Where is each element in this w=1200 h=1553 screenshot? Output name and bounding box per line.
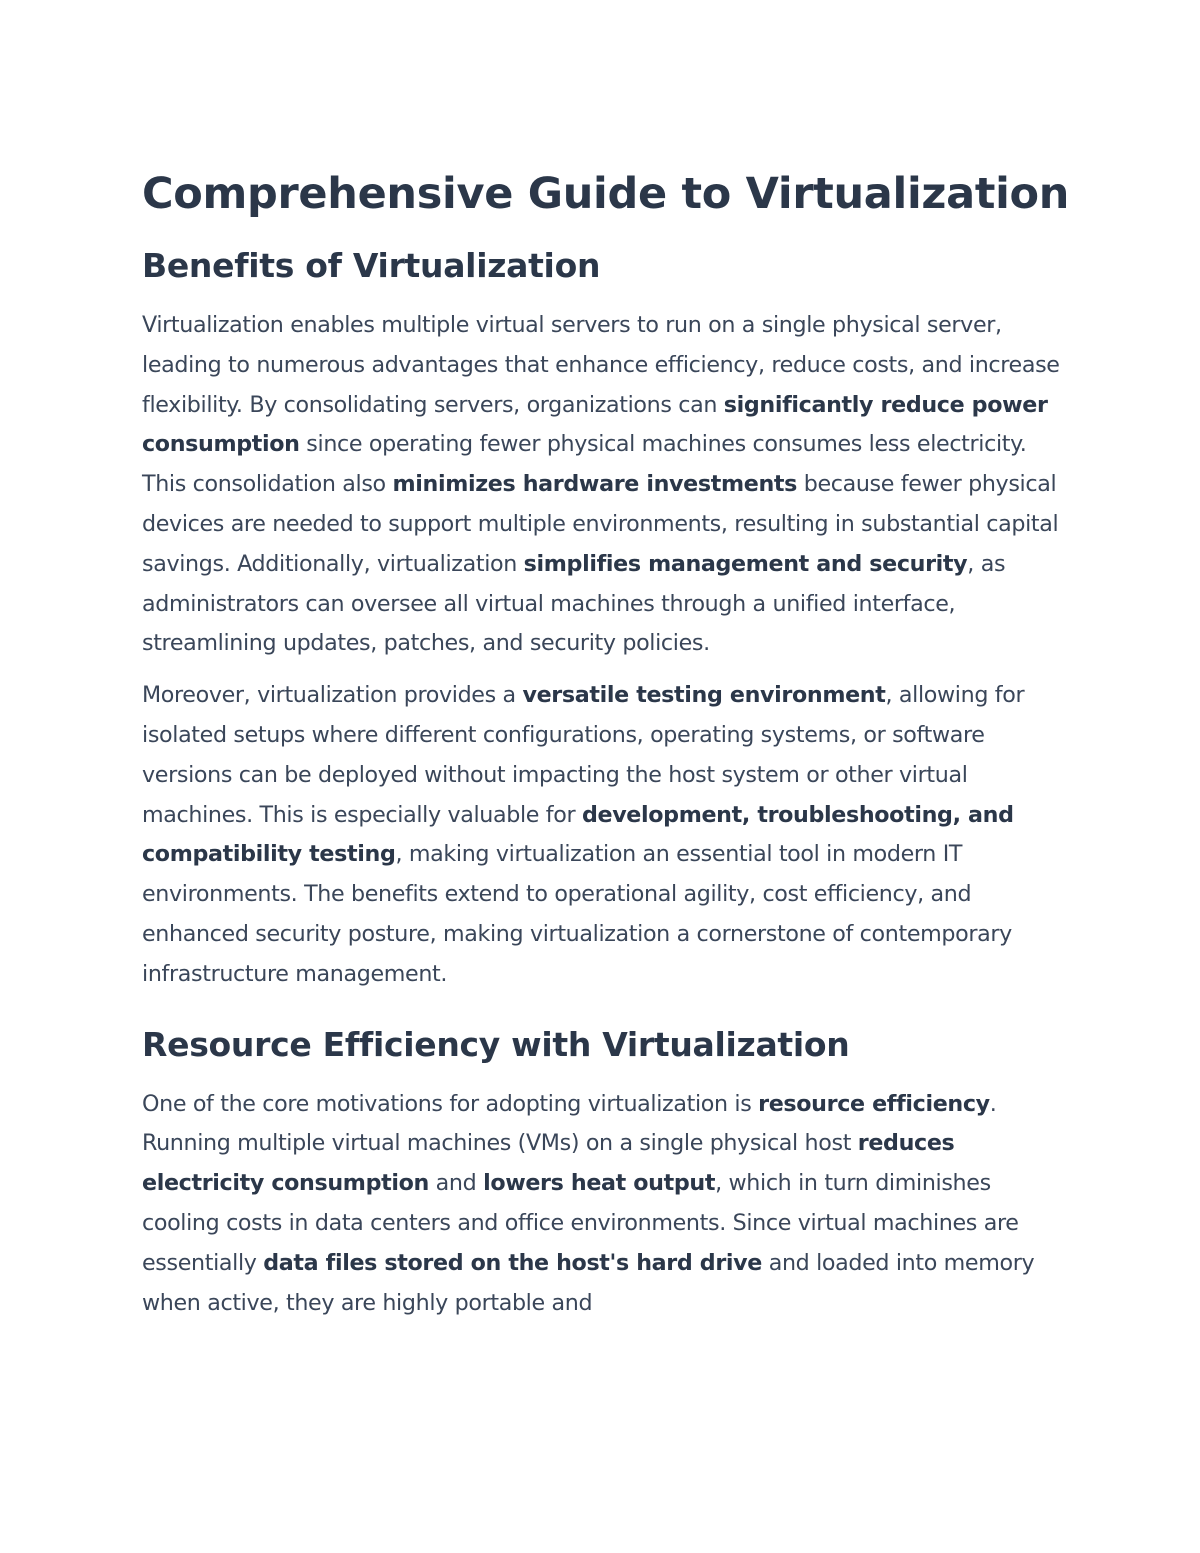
- text-run: Virtualization enables multiple virtual servers to run on a single physical server, leading to numerous advantages that enhance efficiency, reduce costs, and increase flexibility. By consolidating servers, organizations can: [142, 312, 1060, 418]
- text-run: , as administrators can oversee all virtual machines through a unified interface, streamlining updates, patches, and security policies.: [142, 550, 1006, 657]
- bold-text: minimizes hardware investments: [392, 471, 798, 498]
- text-run: Moreover, virtualization provides a: [142, 682, 523, 709]
- bold-text: resource efficiency: [758, 1090, 990, 1117]
- text-run: because fewer physical devices are needed to support multiple environments, resulting in substantial capital savings. Additionally, virtualization: [142, 471, 1059, 577]
- section-heading: Benefits of Virtualization: [142, 246, 601, 285]
- bold-text: reduces electricity consumption: [142, 1130, 955, 1197]
- bold-text: significantly reduce power consumption: [142, 391, 1048, 458]
- section-resource-efficiency: [142, 1023, 1072, 1324]
- bold-text: versatile testing environment: [522, 682, 886, 709]
- bold-text: simplifies management and security: [523, 550, 968, 577]
- paragraph: [142, 306, 1072, 664]
- section-benefits: [142, 244, 1072, 995]
- text-run: One of the core motivations for adopting virtualization is: [142, 1090, 759, 1117]
- text-run: , making virtualization an essential tool in modern IT environments. The benefits extend to operational agility, cost efficiency, and enhanced security posture, making virtualization a cornerstone of contemporary infrastructure management.: [142, 841, 1012, 987]
- document-page: [142, 166, 1072, 1335]
- text-run: and: [428, 1170, 484, 1197]
- text-run: since operating fewer physical machines consumes less electricity. This consolidation also: [142, 431, 1027, 498]
- section-heading: Resource Efficiency with Virtualization: [142, 1024, 850, 1064]
- paragraph: [142, 1085, 1072, 1324]
- document-title: Comprehensive Guide to Virtualization: [142, 169, 1070, 219]
- bold-text: data files stored on the host's hard drive: [263, 1249, 762, 1276]
- text-run: , allowing for isolated setups where different configurations, operating systems, or software versions can be deployed without impacting the host system or other virtual machines. This is especially valuable for: [142, 682, 1025, 828]
- text-run: , which in turn diminishes cooling costs in data centers and office environments. Since virtual machines are essentially: [142, 1170, 1019, 1276]
- bold-text: development, troubleshooting, and compatibility testing: [142, 801, 1014, 868]
- text-run: and loaded into memory when active, they are highly portable and: [142, 1249, 1035, 1316]
- text-run: . Running multiple virtual machines (VMs) on a single physical host: [142, 1090, 997, 1157]
- bold-text: lowers heat output: [483, 1170, 716, 1197]
- paragraph: [142, 676, 1072, 994]
